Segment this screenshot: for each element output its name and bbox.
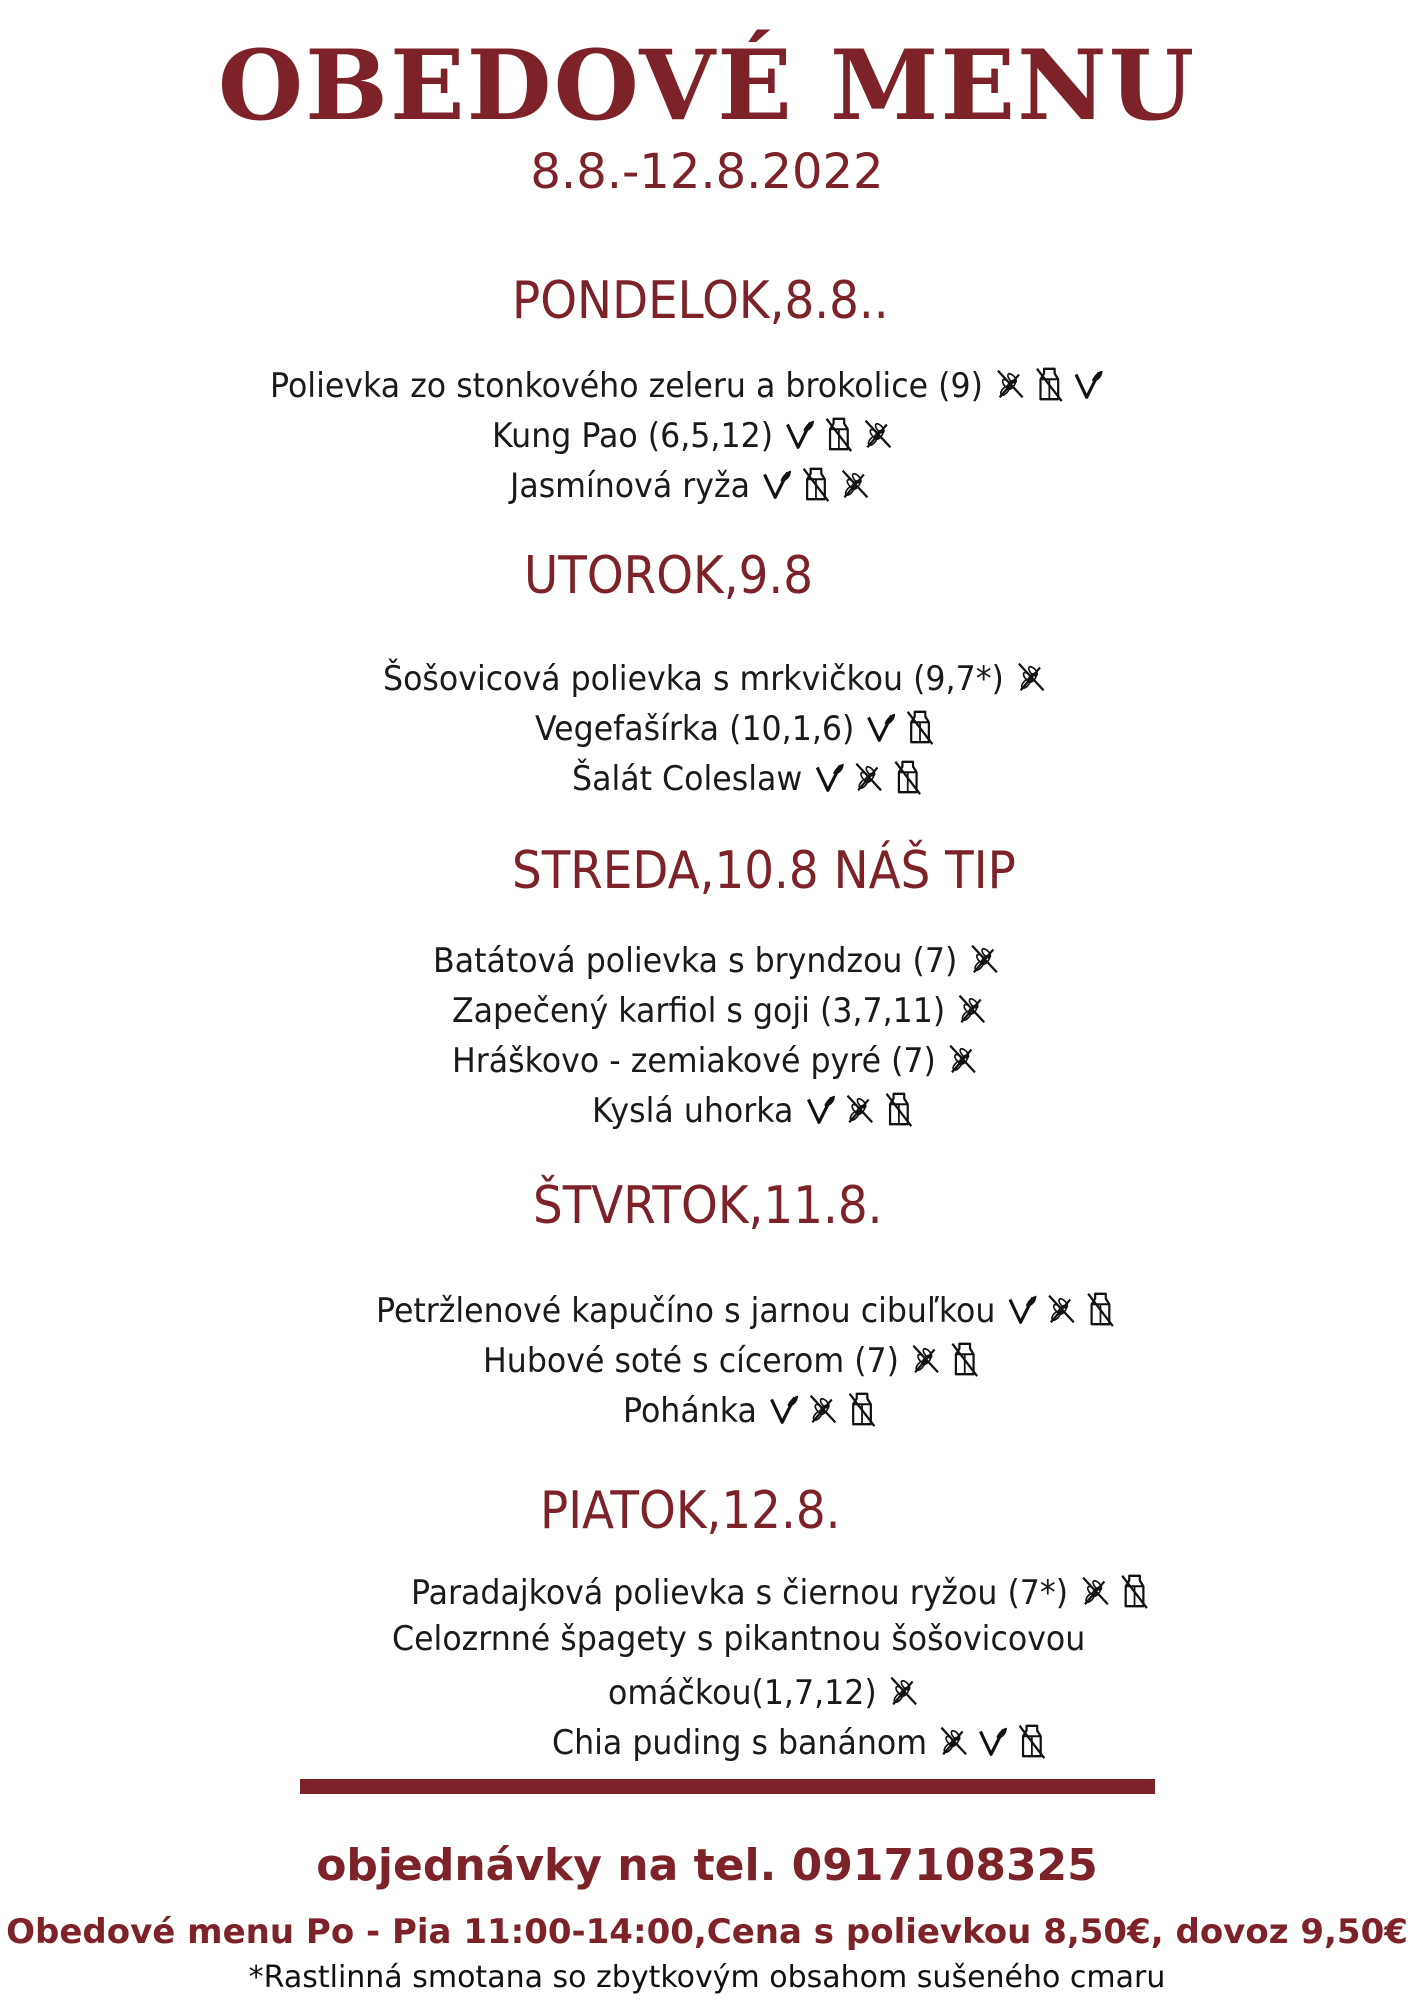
menu-item-text: Jasmínová ryža <box>510 466 750 506</box>
menu-item-text: Hubové soté s cícerom (7) <box>483 1341 900 1381</box>
gluten-free-icon <box>967 947 1006 987</box>
gluten-free-icon <box>842 1097 881 1137</box>
gluten-free-icon <box>805 1397 844 1437</box>
gluten-free-icon <box>945 1047 984 1087</box>
lactose-free-icon <box>798 472 837 512</box>
lactose-free-icon <box>1083 1297 1122 1337</box>
vegan-icon <box>759 472 798 512</box>
diet-icons <box>967 940 1006 984</box>
diet-icons <box>1005 1290 1122 1334</box>
gluten-free-icon <box>837 472 876 512</box>
day-heading-wednesday: STREDA,10.8 NÁŠ TIP <box>512 841 1016 901</box>
vegan-icon <box>803 1097 842 1137</box>
diet-icons <box>992 365 1109 409</box>
menu-item-text: Kyslá uhorka <box>592 1091 794 1131</box>
diet-icons <box>864 708 942 752</box>
menu-item <box>392 1619 1086 1659</box>
menu-item-text: Paradajková polievka s čiernou ryžou (7*) <box>411 1573 1069 1613</box>
menu-item <box>608 1672 925 1716</box>
gluten-free-icon <box>886 1679 925 1719</box>
menu-item <box>452 1040 984 1084</box>
menu-item-text: Chia puding s banánom <box>552 1723 928 1763</box>
gluten-free-icon <box>936 1729 975 1769</box>
lactose-free-icon <box>844 1397 883 1437</box>
vegan-icon <box>1070 372 1109 412</box>
lactose-free-icon <box>1116 1579 1155 1619</box>
menu-item <box>270 365 1109 409</box>
diet-icons <box>1013 658 1052 702</box>
menu-item-text: Vegefašírka (10,1,6) <box>535 709 855 749</box>
menu-title: OBEDOVÉ MENU <box>217 29 1197 142</box>
diet-icons <box>803 1090 920 1134</box>
menu-hours-price: Obedové menu Po - Pia 11:00-14:00,Cena s polievkou 8,50€, dovoz 9,50€ <box>6 1912 1408 1952</box>
order-phone: objednávky na tel. 0917108325 <box>316 1840 1098 1891</box>
gluten-free-icon <box>851 765 890 805</box>
vegan-icon <box>864 715 903 755</box>
lactose-free-icon <box>881 1097 920 1137</box>
menu-item <box>510 465 876 509</box>
menu-item-text: Hráškovo - zemiakové pyré (7) <box>452 1041 936 1081</box>
menu-item-text: Pohánka <box>623 1391 757 1431</box>
day-heading-monday: PONDELOK,8.8.. <box>512 271 889 331</box>
gluten-free-icon <box>1044 1297 1083 1337</box>
menu-item-text: Petržlenové kapučíno s jarnou cibuľkou <box>376 1291 996 1331</box>
gluten-free-icon <box>955 997 994 1037</box>
menu-item-text: omáčkou(1,7,12) <box>608 1673 877 1713</box>
gluten-free-icon <box>992 372 1031 412</box>
diet-icons <box>812 758 929 802</box>
footnote: *Rastlinná smotana so zbytkovým obsahom sušeného cmaru <box>248 1960 1166 1995</box>
menu-item <box>383 658 1052 702</box>
diet-icons <box>908 1340 986 1384</box>
gluten-free-icon <box>1077 1579 1116 1619</box>
vegan-icon <box>782 422 821 462</box>
vegan-icon <box>1005 1297 1044 1337</box>
diet-icons <box>886 1672 925 1716</box>
diet-icons <box>955 990 994 1034</box>
menu-item-text: Kung Pao (6,5,12) <box>492 416 774 456</box>
menu-item <box>492 415 900 459</box>
menu-item <box>433 940 1006 984</box>
menu-item <box>411 1572 1155 1616</box>
lactose-free-icon <box>821 422 860 462</box>
vegan-icon <box>975 1729 1014 1769</box>
lactose-free-icon <box>1014 1729 1053 1769</box>
vegan-icon <box>766 1397 805 1437</box>
menu-item-text: Polievka zo stonkového zeleru a brokolice (9) <box>270 366 983 406</box>
menu-item-text: Zapečený karfiol s goji (3,7,11) <box>452 991 946 1031</box>
menu-item <box>623 1390 883 1434</box>
day-heading-tuesday: UTOROK,9.8 <box>524 546 814 606</box>
menu-item <box>552 1722 1054 1766</box>
menu-item <box>452 990 994 1034</box>
diet-icons <box>782 415 899 459</box>
menu-dates: 8.8.-12.8.2022 <box>530 144 884 200</box>
lactose-free-icon <box>903 715 942 755</box>
gluten-free-icon <box>860 422 899 462</box>
diet-icons <box>759 465 876 509</box>
diet-icons <box>766 1390 883 1434</box>
gluten-free-icon <box>908 1347 947 1387</box>
lactose-free-icon <box>1031 372 1070 412</box>
menu-item <box>483 1340 986 1384</box>
diet-icons <box>936 1722 1053 1766</box>
menu-item-text: Šalát Coleslaw <box>572 759 803 799</box>
day-heading-thursday: ŠTVRTOK,11.8. <box>533 1176 883 1236</box>
menu-item <box>592 1090 920 1134</box>
diet-icons <box>945 1040 984 1084</box>
menu-item <box>376 1290 1122 1334</box>
menu-item-text: Celozrnné špagety s pikantnou šošovicovou <box>392 1619 1086 1659</box>
day-heading-friday: PIATOK,12.8. <box>540 1481 841 1541</box>
lactose-free-icon <box>890 765 929 805</box>
menu-item-text: Batátová polievka s bryndzou (7) <box>433 941 958 981</box>
lactose-free-icon <box>947 1347 986 1387</box>
gluten-free-icon <box>1013 665 1052 705</box>
menu-item-text: Šošovicová polievka s mrkvičkou (9,7*) <box>383 659 1004 699</box>
vegan-icon <box>812 765 851 805</box>
menu-item <box>535 708 942 752</box>
diet-icons <box>1077 1572 1155 1616</box>
divider <box>300 1779 1155 1794</box>
menu-item <box>572 758 929 802</box>
